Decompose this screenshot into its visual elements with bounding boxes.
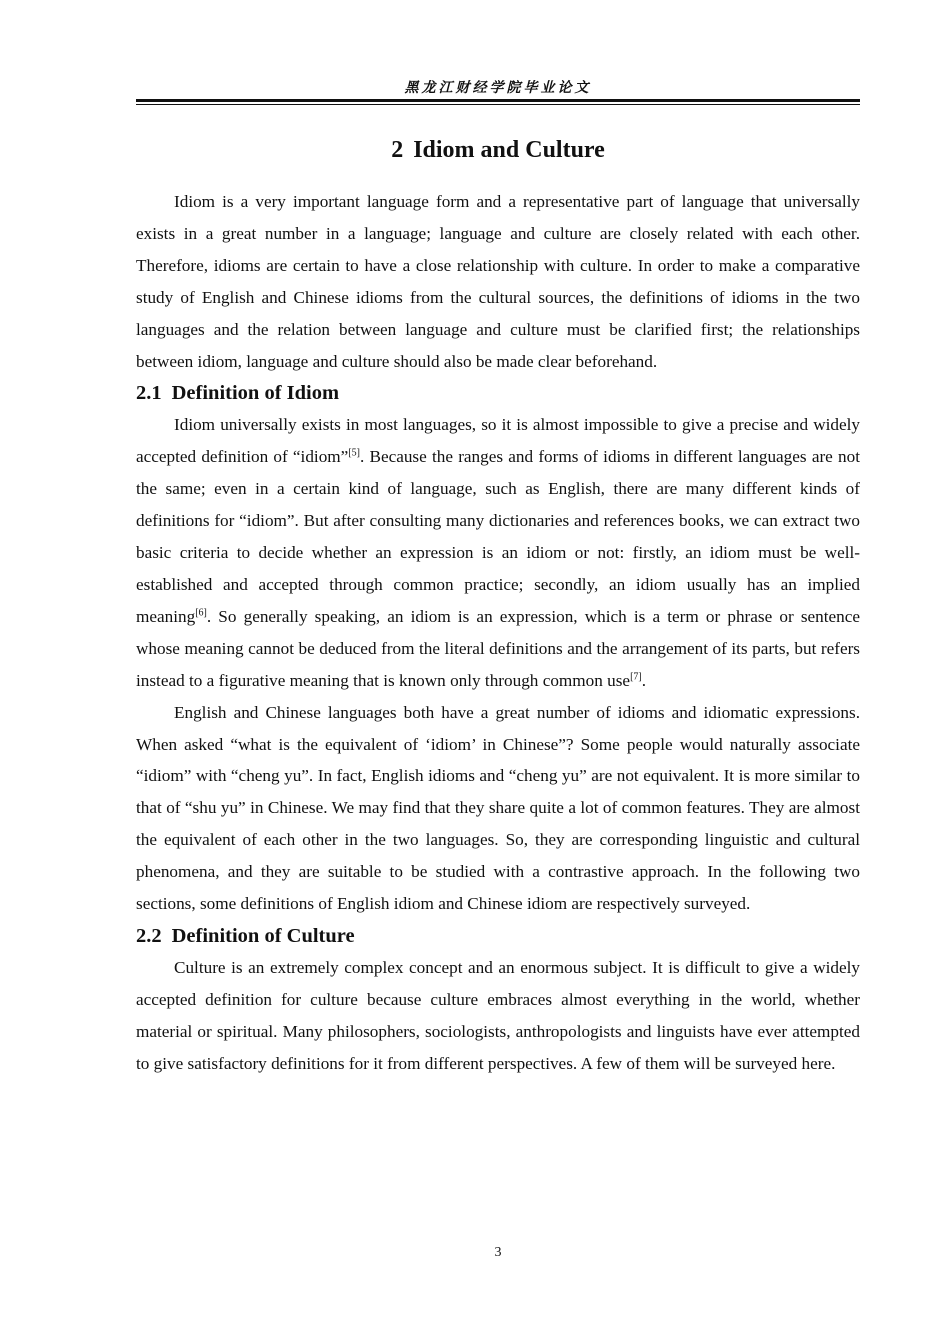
chapter-number: 2: [391, 137, 404, 163]
running-header: 黑龙江财经学院毕业论文: [404, 80, 592, 96]
citation: [7]: [630, 670, 642, 682]
intro-paragraph: Idiom is a very important language form and a representative part of language that universally exists in a great number in a language; language and culture are closely related with each other. Therefore, idioms are certain to have a close relationship with culture. In order to make a comparative study of English and Chinese idioms from the cultural sources, the definitions of idioms in the two languages and the relation between language and culture must be clarified first; the relationships between idiom, language and culture should also be made clear beforehand.: [136, 192, 860, 371]
idiom-paragraph-2: English and Chinese languages both have a great number of idioms and idiomatic expressions. When asked “what is the equivalent of ‘idiom’ in Chinese”? Some people would naturally associate “idiom” with “cheng yu”. In fact, English idioms and “cheng yu” are not equivalent. It is more similar to that of “shu yu” in Chinese. We may find that they share quite a lot of common features. They are almost the equivalent of each other in the two languages. So, they are corresponding linguistic and cultural phenomena, and they are suitable to be studied with a contrastive approach. In the following two sections, some definitions of English idiom and Chinese idiom are respectively surveyed.: [136, 702, 860, 914]
header-rule-thick: [136, 99, 860, 102]
text-run: . Because the ranges and forms of idioms in different languages are not the same; even in a certain kind of language, such as English, there are many different kinds of definitions for “idiom”. But after consulting many dictionaries and references books, we can extract two basic criteria to decide whether an expression is an idiom or not: firstly, an idiom must be well-established and accepted through common practice; secondly, an idiom usually has an implied meaning: [136, 447, 860, 626]
section-number: 2.1: [136, 382, 162, 405]
section-heading-definition-of-idiom: [136, 377, 860, 409]
spacer: [136, 167, 860, 186]
citation: [5]: [348, 447, 360, 459]
idiom-paragraph-1: [136, 409, 860, 696]
text-run: Idiom universally exists in most languages, so it is almost impossible to give a precise and widely accepted definition of “idiom”: [136, 415, 860, 467]
section-title-text: Definition of Idiom: [171, 382, 340, 405]
text-run: .: [641, 670, 647, 690]
chapter-title-text: Idiom and Culture: [413, 137, 605, 163]
section-number: 2.2: [136, 924, 162, 947]
page-number: 3: [494, 1245, 502, 1260]
citation: [6]: [195, 607, 207, 619]
culture-paragraph-1: Culture is an extremely complex concept and an enormous subject. It is difficult to give a widely accepted definition for culture because culture embraces almost everything in the world, whether material or spiritual. Many philosophers, sociologists, anthropologists and linguists have ever attempted to give satisfactory definitions for it from different perspectives. A few of them will be surveyed here.: [136, 957, 860, 1073]
main-content: [136, 133, 860, 1080]
section-heading-definition-of-culture: [136, 920, 860, 952]
header-rule-thin: [136, 104, 860, 105]
section-title-text: Definition of Culture: [171, 924, 355, 947]
chapter-title: [136, 133, 860, 167]
text-run: . So generally speaking, an idiom is an expression, which is a term or phrase or sentence whose meaning cannot be deduced from the literal definitions and the arrangement of its parts, but refers instead to a figurative meaning that is known only through common use: [136, 606, 860, 690]
